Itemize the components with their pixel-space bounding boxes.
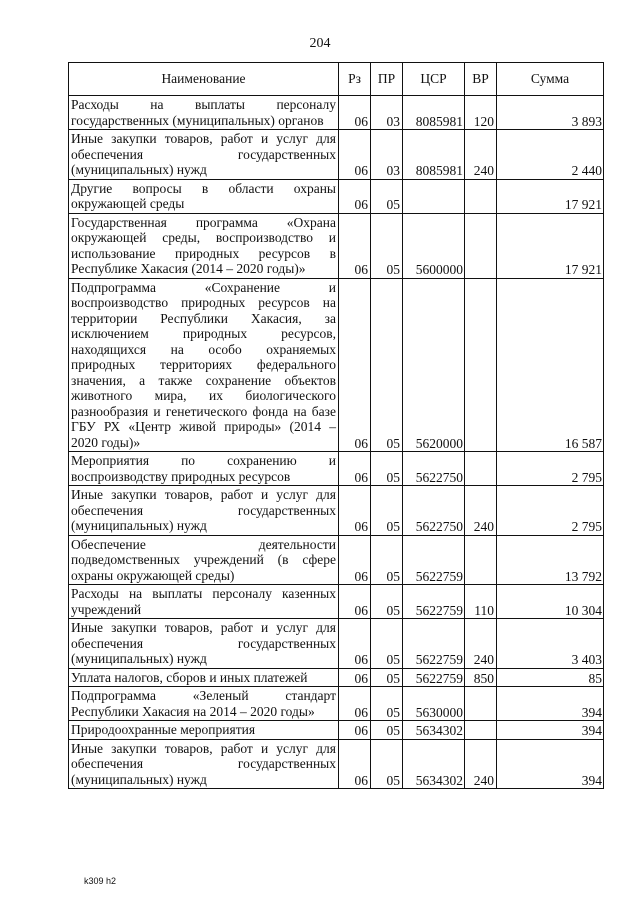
- cell-name: Обеспечение деятельности подведомственных учреждений (в сфере охраны окружающей среды): [69, 535, 339, 585]
- cell-vr: 240: [465, 130, 497, 180]
- cell-pr: 05: [371, 213, 403, 278]
- cell-sum: 16 587: [497, 278, 604, 452]
- cell-name: Подпрограмма «Сохранение и воспроизводство природных ресурсов на территории Республики Хакасия, за исключением природных ресурсов, находящихся на особо охраняемых природных территориях федерального значения, а также сохранение объектов животного мира, их биологического разнообразия и генетического фонда на базе ГБУ РХ «Центр живой природы» (2014 – 2020 годы)»: [69, 278, 339, 452]
- table-row: [69, 130, 604, 180]
- table-row: [69, 452, 604, 486]
- cell-rz: 06: [339, 278, 371, 452]
- table-row: [69, 739, 604, 789]
- cell-name: Другие вопросы в области охраны окружающей среды: [69, 179, 339, 213]
- cell-rz: 06: [339, 179, 371, 213]
- cell-sum: 2 795: [497, 452, 604, 486]
- cell-pr: 05: [371, 721, 403, 740]
- cell-sum: 85: [497, 668, 604, 687]
- cell-sum: 13 792: [497, 535, 604, 585]
- cell-csr: 5622759: [403, 668, 465, 687]
- cell-rz: 06: [339, 585, 371, 619]
- table-body: [69, 96, 604, 789]
- cell-rz: 06: [339, 130, 371, 180]
- cell-sum: 3 893: [497, 96, 604, 130]
- cell-rz: 06: [339, 213, 371, 278]
- header-csr: ЦСР: [403, 63, 465, 96]
- cell-name: Иные закупки товаров, работ и услуг для обеспечения государственных (муниципальных) нужд: [69, 619, 339, 669]
- cell-sum: 3 403: [497, 619, 604, 669]
- cell-pr: 05: [371, 687, 403, 721]
- cell-sum: 394: [497, 687, 604, 721]
- cell-vr: 850: [465, 668, 497, 687]
- cell-csr: 8085981: [403, 96, 465, 130]
- cell-pr: 03: [371, 96, 403, 130]
- cell-csr: [403, 179, 465, 213]
- cell-pr: 05: [371, 278, 403, 452]
- cell-rz: 06: [339, 687, 371, 721]
- cell-csr: 5634302: [403, 739, 465, 789]
- header-pr: ПР: [371, 63, 403, 96]
- cell-rz: 06: [339, 721, 371, 740]
- cell-csr: 5630000: [403, 687, 465, 721]
- table-row: [69, 213, 604, 278]
- cell-pr: 05: [371, 486, 403, 536]
- table-row: [69, 486, 604, 536]
- cell-name: Иные закупки товаров, работ и услуг для обеспечения государственных (муниципальных) нужд: [69, 739, 339, 789]
- cell-sum: 17 921: [497, 179, 604, 213]
- cell-pr: 05: [371, 535, 403, 585]
- cell-name: Государственная программа «Охрана окружающей среды, воспроизводство и использование природных ресурсов в Республике Хакасия (2014 – 2020 годы)»: [69, 213, 339, 278]
- table-row: [69, 585, 604, 619]
- table-row: [69, 278, 604, 452]
- cell-vr: [465, 687, 497, 721]
- cell-vr: [465, 721, 497, 740]
- cell-rz: 06: [339, 96, 371, 130]
- cell-vr: 240: [465, 739, 497, 789]
- table-header-row: [69, 63, 604, 96]
- cell-name: Уплата налогов, сборов и иных платежей: [69, 668, 339, 687]
- cell-vr: [465, 179, 497, 213]
- cell-rz: 06: [339, 486, 371, 536]
- header-vr: ВР: [465, 63, 497, 96]
- budget-table: [68, 62, 604, 789]
- cell-csr: 5622759: [403, 619, 465, 669]
- footer-code: k309 h2: [84, 876, 117, 886]
- cell-name: Иные закупки товаров, работ и услуг для обеспечения государственных (муниципальных) нужд: [69, 486, 339, 536]
- cell-name: Расходы на выплаты персоналу государственных (муниципальных) органов: [69, 96, 339, 130]
- cell-csr: 5600000: [403, 213, 465, 278]
- cell-csr: 8085981: [403, 130, 465, 180]
- cell-vr: [465, 535, 497, 585]
- cell-csr: 5622750: [403, 452, 465, 486]
- cell-pr: 05: [371, 668, 403, 687]
- cell-vr: 120: [465, 96, 497, 130]
- cell-sum: 394: [497, 739, 604, 789]
- cell-name: Природоохранные мероприятия: [69, 721, 339, 740]
- table-row: [69, 721, 604, 740]
- table-row: [69, 179, 604, 213]
- table-row: [69, 668, 604, 687]
- header-name: Наименование: [69, 63, 339, 96]
- cell-csr: 5620000: [403, 278, 465, 452]
- cell-rz: 06: [339, 452, 371, 486]
- table-row: [69, 535, 604, 585]
- cell-pr: 05: [371, 179, 403, 213]
- cell-pr: 05: [371, 619, 403, 669]
- cell-name: Иные закупки товаров, работ и услуг для обеспечения государственных (муниципальных) нужд: [69, 130, 339, 180]
- cell-rz: 06: [339, 619, 371, 669]
- cell-pr: 05: [371, 585, 403, 619]
- table-row: [69, 619, 604, 669]
- cell-sum: 10 304: [497, 585, 604, 619]
- table-row: [69, 96, 604, 130]
- table-row: [69, 687, 604, 721]
- cell-vr: 240: [465, 486, 497, 536]
- cell-sum: 2 795: [497, 486, 604, 536]
- cell-csr: 5622759: [403, 535, 465, 585]
- cell-name: Расходы на выплаты персоналу казенных учреждений: [69, 585, 339, 619]
- cell-pr: 03: [371, 130, 403, 180]
- cell-rz: 06: [339, 668, 371, 687]
- cell-pr: 05: [371, 452, 403, 486]
- page-number: 204: [309, 36, 331, 51]
- cell-name: Подпрограмма «Зеленый стандарт Республики Хакасия на 2014 – 2020 годы»: [69, 687, 339, 721]
- cell-pr: 05: [371, 739, 403, 789]
- cell-name: Мероприятия по сохранению и воспроизводству природных ресурсов: [69, 452, 339, 486]
- cell-vr: 240: [465, 619, 497, 669]
- cell-rz: 06: [339, 739, 371, 789]
- cell-vr: [465, 278, 497, 452]
- header-rz: Рз: [339, 63, 371, 96]
- cell-vr: 110: [465, 585, 497, 619]
- cell-sum: 17 921: [497, 213, 604, 278]
- cell-csr: 5622750: [403, 486, 465, 536]
- cell-vr: [465, 452, 497, 486]
- cell-csr: 5634302: [403, 721, 465, 740]
- cell-csr: 5622759: [403, 585, 465, 619]
- cell-vr: [465, 213, 497, 278]
- header-sum: Сумма: [497, 63, 604, 96]
- cell-sum: 394: [497, 721, 604, 740]
- cell-rz: 06: [339, 535, 371, 585]
- cell-sum: 2 440: [497, 130, 604, 180]
